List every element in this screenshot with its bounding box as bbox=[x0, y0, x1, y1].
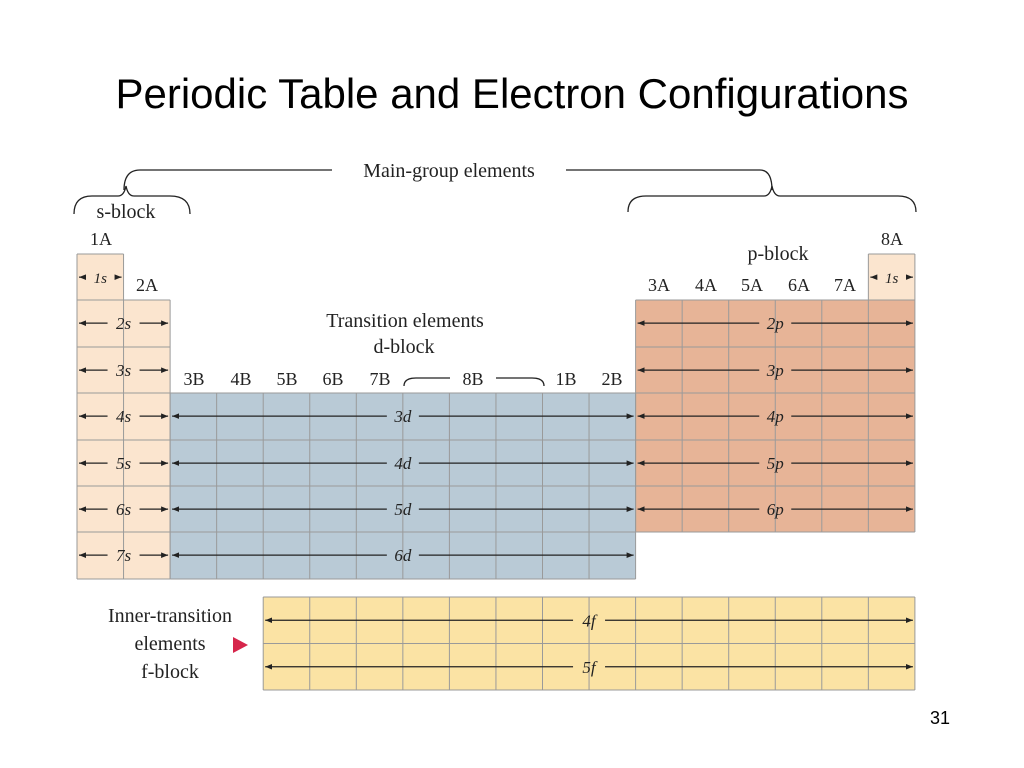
pointer-triangle-icon bbox=[233, 637, 248, 653]
group-label-7a: 7A bbox=[834, 275, 856, 295]
orbital-label: 5s bbox=[115, 454, 132, 474]
group-label-2a: 2A bbox=[136, 275, 158, 295]
group-label-4b: 4B bbox=[230, 369, 252, 389]
p-block-label: p-block bbox=[747, 243, 809, 265]
orbital-label: 4s bbox=[115, 407, 132, 427]
orbital-label: 2s bbox=[115, 314, 132, 334]
orbital-label: 4f bbox=[582, 611, 596, 631]
group-label-1b: 1B bbox=[555, 369, 577, 389]
orbital-label: 5f bbox=[582, 657, 596, 677]
group-label-8a: 8A bbox=[881, 229, 903, 249]
group-label-8b: 8B bbox=[462, 369, 484, 389]
orbital-label: 1s bbox=[884, 271, 899, 288]
group-label-2b: 2B bbox=[601, 369, 623, 389]
group-label-3b: 3B bbox=[183, 369, 205, 389]
group-label-7b: 7B bbox=[369, 369, 391, 389]
orbital-label: 3s bbox=[115, 361, 132, 381]
orbital-label: 1s bbox=[93, 271, 107, 288]
inner-transition-label-line3: f-block bbox=[141, 661, 199, 683]
orbital-label: 6s bbox=[115, 500, 132, 520]
orbital-label: 6p bbox=[766, 500, 784, 520]
group-label-6b: 6B bbox=[322, 369, 344, 389]
orbital-label: 5d bbox=[394, 500, 412, 520]
orbital-label: 4d bbox=[394, 454, 412, 474]
group-label-3a: 3A bbox=[648, 275, 670, 295]
group-label-4a: 4A bbox=[695, 275, 717, 295]
orbital-label: 6d bbox=[394, 546, 412, 566]
slide-title: Periodic Table and Electron Configurations bbox=[115, 70, 909, 117]
transition-label-line2: d-block bbox=[373, 336, 435, 358]
inner-transition-label-line1: Inner-transition bbox=[107, 605, 233, 627]
page-number: 31 bbox=[930, 708, 951, 728]
main-group-label: Main-group elements bbox=[363, 160, 535, 182]
orbital-label: 2p bbox=[766, 314, 784, 334]
orbital-label: 4p bbox=[766, 407, 784, 427]
inner-transition-label-line2: elements bbox=[134, 633, 206, 655]
s-block-label: s-block bbox=[96, 201, 156, 223]
group-label-1a: 1A bbox=[90, 229, 112, 249]
orbital-label: 5p bbox=[766, 454, 784, 474]
orbital-label: 7s bbox=[115, 546, 132, 566]
group-label-5a: 5A bbox=[741, 275, 763, 295]
group-label-5b: 5B bbox=[276, 369, 298, 389]
orbital-label: 3p bbox=[766, 361, 784, 381]
orbital-label: 3d bbox=[394, 407, 412, 427]
transition-label-line1: Transition elements bbox=[326, 310, 484, 332]
group-label-6a: 6A bbox=[788, 275, 810, 295]
